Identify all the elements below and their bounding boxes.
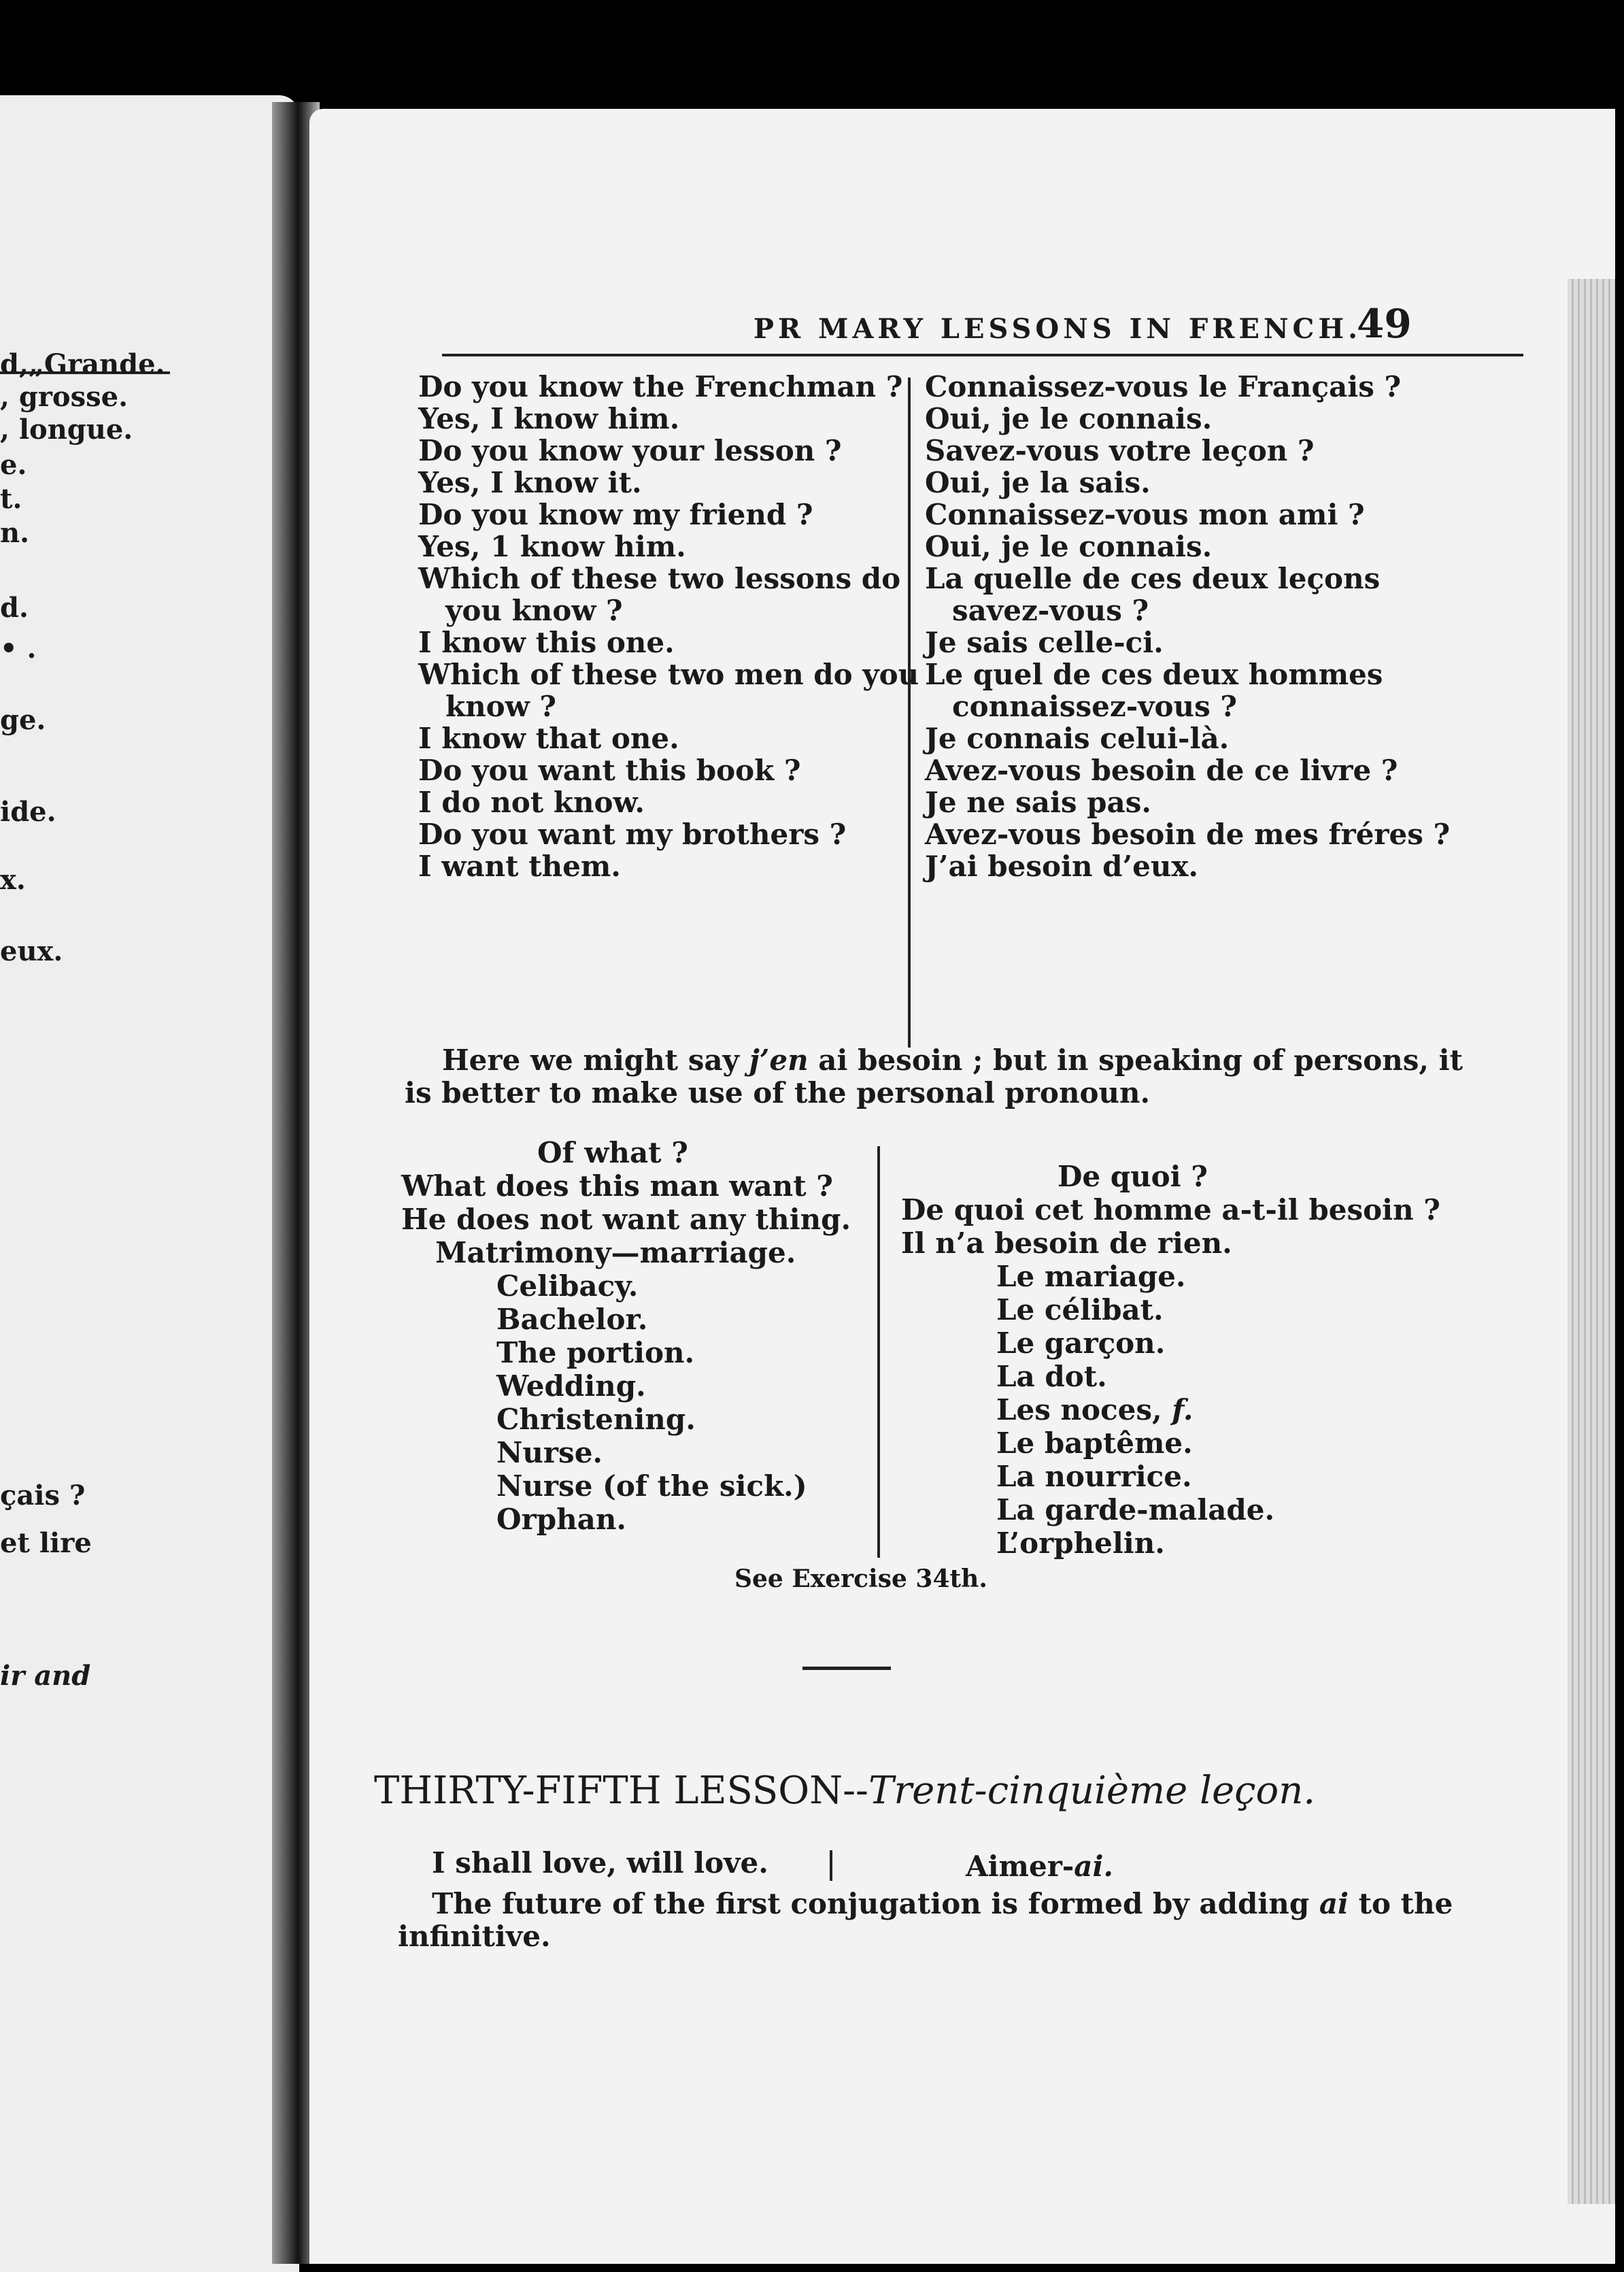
- lesson-example-english: I shall love, will love.: [432, 1846, 768, 1880]
- vocab-line: La dot.: [996, 1360, 1107, 1393]
- dialogue-line: Yes, I know him.: [418, 402, 680, 435]
- note-emphasis: j’en: [749, 1043, 809, 1077]
- lesson-title-french: Trent-cinquième leçon.: [868, 1769, 1316, 1813]
- dialogue-line: know ?: [445, 690, 557, 723]
- dialogue-line: Which of these two lessons do: [418, 562, 901, 595]
- left-fragment: çais ?: [0, 1480, 86, 1511]
- vocab-line: Nurse.: [496, 1436, 603, 1469]
- dialogue-line: Avez-vous besoin de ce livre ?: [925, 754, 1398, 787]
- vocab-text: Les noces,: [996, 1393, 1172, 1426]
- vocab-line: De quoi ?: [1058, 1160, 1208, 1193]
- dialogue-line: I want them.: [418, 850, 621, 883]
- vocab-line: Le célibat.: [996, 1293, 1164, 1326]
- page: [309, 109, 1615, 2264]
- section-divider: [802, 1667, 891, 1670]
- dialogue-english-column: [418, 371, 919, 882]
- dialogue-line: Avez-vous besoin de mes fréres ?: [925, 818, 1451, 851]
- vocab-line: La nourrice.: [996, 1460, 1192, 1493]
- column-divider: [877, 1146, 880, 1558]
- previous-page-fragment: [0, 95, 299, 2272]
- dialogue-line: Je sais celle-ci.: [925, 626, 1164, 659]
- example-ending: ai.: [1074, 1850, 1114, 1883]
- left-fragment: ge.: [0, 704, 46, 736]
- left-fragment: x.: [0, 864, 26, 896]
- vocab-line: He does not want any thing.: [401, 1203, 851, 1236]
- dialogue-line: I do not know.: [418, 786, 645, 819]
- running-head: PR MARY LESSONS IN FRENCH.: [753, 313, 1362, 345]
- note-line-1: [442, 1044, 1463, 1077]
- dialogue-line: savez-vous ?: [952, 594, 1149, 627]
- lesson-rule: [398, 1888, 1453, 1953]
- vocab-line: Christening.: [496, 1403, 696, 1436]
- note-text: ai besoin ; but in speaking of persons, it: [808, 1043, 1464, 1077]
- lesson-title: [374, 1769, 1315, 1813]
- rule-emphasis: ai: [1319, 1887, 1349, 1920]
- dialogue-line: Do you want this book ?: [418, 754, 801, 787]
- vocab-line: Nurse (of the sick.): [496, 1469, 807, 1503]
- vocab-line: Le mariage.: [996, 1260, 1186, 1293]
- page-edge: [1568, 279, 1615, 2204]
- lesson-rule-line-2: infinitive.: [398, 1920, 551, 1953]
- example-divider: [830, 1850, 832, 1881]
- dialogue-line: I know that one.: [418, 722, 679, 755]
- vocab-line: Le garçon.: [996, 1326, 1166, 1360]
- left-fragment: d,„Grande.: [0, 348, 165, 380]
- dialogue-line: Je connais celui-là.: [925, 722, 1230, 755]
- vocab-line: The portion.: [496, 1336, 695, 1369]
- left-fragment: ide.: [0, 796, 56, 828]
- lesson-example-french: [966, 1850, 1113, 1883]
- lesson-title-english: THIRTY-FIFTH LESSON--: [374, 1769, 868, 1813]
- vocab-line: Le baptême.: [996, 1426, 1193, 1460]
- dialogue-line: Do you know the Frenchman ?: [418, 370, 903, 403]
- dialogue-french-column: [925, 371, 1450, 882]
- dialogue-line: Le quel de ces deux hommes: [925, 658, 1383, 691]
- page-number: 49: [1357, 301, 1412, 347]
- gender-mark: f.: [1172, 1393, 1194, 1426]
- left-fragment: e.: [0, 449, 27, 481]
- dialogue-line: J’ai besoin d’eux.: [925, 850, 1199, 883]
- dialogue-line: Oui, je le connais.: [925, 402, 1213, 435]
- vocab-line: La garde-malade.: [996, 1493, 1275, 1526]
- dialogue-line: Je ne sais pas.: [925, 786, 1152, 819]
- note-line-2: is better to make use of the personal pronoun.: [405, 1076, 1151, 1109]
- vocab-french-column: [901, 1160, 1440, 1560]
- dialogue-line: Which of these two men do you: [418, 658, 919, 691]
- dialogue-line: connaissez-vous ?: [952, 690, 1237, 723]
- dialogue-line: Oui, je la sais.: [925, 466, 1151, 499]
- dialogue-line: I know this one.: [418, 626, 675, 659]
- vocab-english-column: [401, 1136, 851, 1536]
- exercise-reference: See Exercise 34th.: [734, 1565, 987, 1593]
- left-fragment: • .: [0, 633, 37, 665]
- lesson-rule-line-1: [398, 1888, 1453, 1920]
- vocab-line: What does this man want ?: [401, 1169, 833, 1203]
- dialogue-line: Connaissez-vous mon ami ?: [925, 498, 1365, 531]
- vocab-line: Of what ?: [537, 1136, 688, 1169]
- vocab-line: De quoi cet homme a-t-il besoin ?: [901, 1193, 1440, 1226]
- left-fragment: n.: [0, 517, 30, 549]
- left-fragment: ir and: [0, 1660, 91, 1692]
- left-fragment: , grosse.: [0, 381, 128, 413]
- dialogue-line: Do you know my friend ?: [418, 498, 813, 531]
- header-rule: [442, 354, 1523, 356]
- dialogue-line: Do you know your lesson ?: [418, 434, 842, 467]
- column-divider: [908, 378, 911, 1048]
- dialogue-line: Yes, I know it.: [418, 466, 642, 499]
- left-fragment: , longue.: [0, 414, 133, 446]
- note-paragraph: [405, 1043, 1464, 1109]
- rule-text: to the: [1349, 1887, 1453, 1920]
- vocab-line: Matrimony—marriage.: [435, 1236, 796, 1269]
- vocab-line: L’orphelin.: [996, 1526, 1165, 1560]
- vocab-line: Bachelor.: [496, 1303, 648, 1336]
- rule-text: The future of the first conjugation is formed by adding: [432, 1887, 1319, 1920]
- note-text: Here we might say: [442, 1043, 749, 1077]
- example-stem: Aimer-: [966, 1850, 1075, 1883]
- dialogue-line: La quelle de ces deux leçons: [925, 562, 1381, 595]
- dialogue-line: you know ?: [445, 594, 623, 627]
- left-fragment: t.: [0, 483, 22, 515]
- vocab-line: Orphan.: [496, 1503, 626, 1536]
- vocab-line: [901, 1393, 1440, 1426]
- dialogue-line: Connaissez-vous le Français ?: [925, 370, 1402, 403]
- vocab-line: Wedding.: [496, 1369, 646, 1403]
- vocab-line: Il n’a besoin de rien.: [901, 1226, 1232, 1260]
- left-fragment: d.: [0, 592, 29, 624]
- dialogue-line: Do you want my brothers ?: [418, 818, 847, 851]
- vocab-line: Celibacy.: [496, 1269, 639, 1303]
- dialogue-line: Yes, 1 know him.: [418, 530, 686, 563]
- dialogue-line: Oui, je le connais.: [925, 530, 1213, 563]
- left-fragment: et lire: [0, 1527, 92, 1559]
- left-fragment: eux.: [0, 935, 63, 967]
- dialogue-line: Savez-vous votre leçon ?: [925, 434, 1315, 467]
